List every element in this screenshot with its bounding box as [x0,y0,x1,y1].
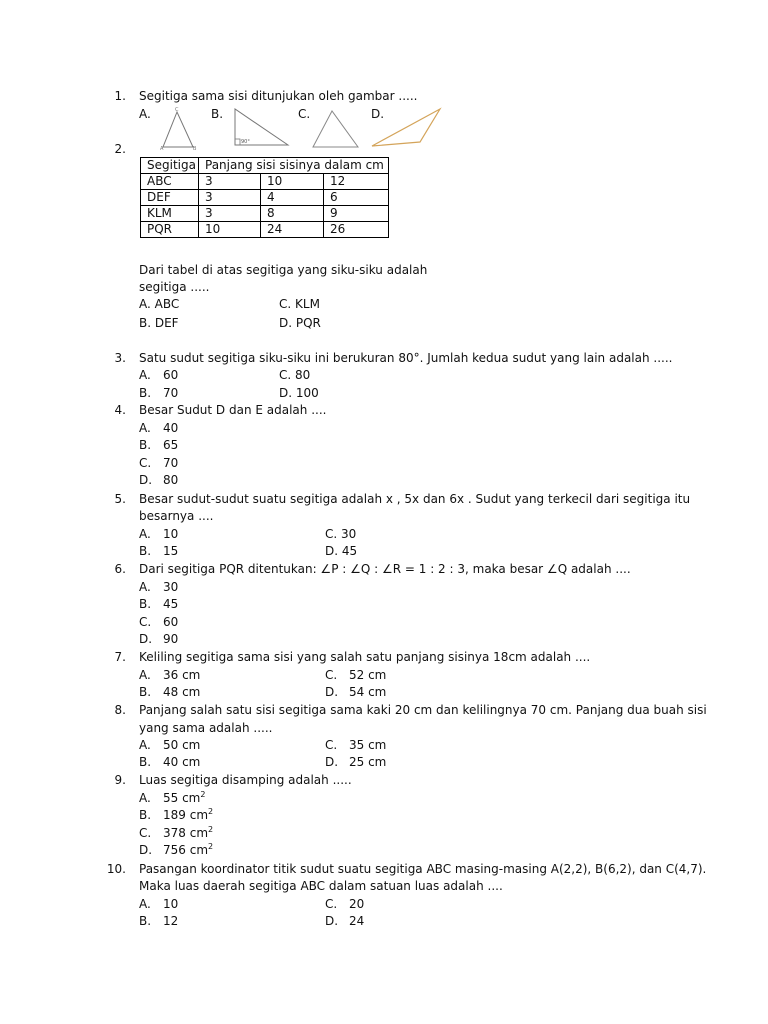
q1-vertex-label-b: B [193,146,197,152]
q4-text: Besar Sudut D dan E adalah .... [139,403,327,417]
q9-option-b: B. 189 $cm^2$ [139,807,214,822]
q5-option-d: D. 45 [325,544,358,558]
q1-figure-a-triangle [160,108,220,150]
q8-text-line1: Panjang salah satu sisi segitiga sama kaki 20 cm dan kelilingnya 70 cm. Panjang dua buah sisi [139,703,707,717]
table-cell: 12 [324,174,389,190]
table-cell: 3 [199,174,261,190]
q1-option-c: C. [298,107,311,121]
table-cell: 26 [324,222,389,238]
q5-option-c: C. 30 [325,527,357,541]
q1-figure-b-right-triangle [232,106,292,148]
q8-text-line2: yang sama adalah ..... [139,721,273,735]
table-header-cell: Segitiga [141,158,199,174]
q7-option-d: D. 54 cm [325,685,387,699]
q1-right-angle-label: 90° [241,139,250,145]
table-cell: 4 [261,190,324,206]
q3-number: 3. [114,351,126,365]
q1-option-b: B. [211,107,224,121]
q1-vertex-label-a: A [160,146,164,152]
q1-figure-d-triangle [370,106,450,148]
q7-option-b: B. 48 cm [139,685,201,699]
q10-option-b: B. 12 [139,914,179,928]
q1-vertex-label-c: C [175,107,179,113]
q2-option-d: D. PQR [279,316,321,330]
q8-option-b: B. 40 cm [139,755,201,769]
q5-text-line2: besarnya .... [139,509,214,523]
table-cell: 3 [199,190,261,206]
q9-option-d: D. 756 $cm^2$ [139,842,214,857]
q7-text: Keliling segitiga sama sisi yang salah satu panjang sisinya 18cm adalah .... [139,650,591,664]
q9-number: 9. [114,773,126,787]
table-row [141,190,389,206]
q3-text: Satu sudut segitiga siku-siku ini berukuran 80°. Jumlah kedua sudut yang lain adalah ..... [139,351,673,365]
q10-text-line1: Pasangan koordinator titik sudut suatu segitiga ABC masing-masing A(2,2), B(6,2), dan C(4,7). [139,862,707,876]
table-cell: 6 [324,190,389,206]
q9-text: Luas segitiga disamping adalah ..... [139,773,352,787]
q10-option-c: C. 20 [325,897,365,911]
q9-option-c: C. 378 $cm^2$ [139,825,214,840]
q2-number: 2. [114,142,126,156]
q1-option-a: A. [139,107,151,121]
q6-option-d: D. 90 [139,632,179,646]
table-row [141,174,389,190]
q5-text-line1: Besar sudut-sudut suatu segitiga adalah x , 5x dan 6x . Sudut yang terkecil dari segitiga itu [139,492,691,506]
q6-number: 6. [114,562,126,576]
q1-option-d: D. [371,107,385,121]
table-row [141,206,389,222]
q10-text-line2: Maka luas daerah segitiga ABC dalam satuan luas adalah .... [139,879,503,893]
q5-option-a: A. 10 [139,527,179,541]
table-cell: 3 [199,206,261,222]
q6-option-b: B. 45 [139,597,179,611]
q1-figure-c-triangle [312,108,362,150]
q2-option-c: C. KLM [279,297,320,311]
q3-option-c: C. 80 [279,368,311,382]
q3-option-b: B. 70 [139,386,179,400]
q9-option-a: A. 55 $cm^2$ [139,790,206,805]
q8-number: 8. [114,703,126,717]
q2-option-a: A. ABC [139,297,180,311]
q2-sides-table [140,157,389,238]
q7-option-c: C. 52 cm [325,668,387,682]
q10-number: 10. [106,862,126,876]
q4-number: 4. [114,403,126,417]
table-cell: ABC [141,174,199,190]
q4-option-b: B. 65 [139,438,179,452]
table-cell: 10 [199,222,261,238]
q10-option-d: D. 24 [325,914,365,928]
q7-option-a: A. 36 cm [139,668,201,682]
table-cell: 10 [261,174,324,190]
q3-option-a: A. 60 [139,368,179,382]
q4-option-a: A. 40 [139,421,179,435]
q2-text-line2: segitiga ..... [139,280,210,294]
q5-number: 5. [114,492,126,506]
table-cell: KLM [141,206,199,222]
table-row [141,222,389,238]
q5-option-b: B. 15 [139,544,179,558]
table-cell: PQR [141,222,199,238]
q6-text: Dari segitiga PQR ditentukan: ∠P : ∠Q : ∠R = 1 : 2 : 3, maka besar ∠Q adalah .... [139,562,631,576]
q8-option-c: C. 35 cm [325,738,387,752]
q1-number: 1. [114,89,126,103]
q2-text-line1: Dari tabel di atas segitiga yang siku-siku adalah [139,263,428,277]
q6-option-a: A. 30 [139,580,179,594]
q8-option-d: D. 25 cm [325,755,387,769]
table-cell: 9 [324,206,389,222]
q4-option-c: C. 70 [139,456,179,470]
q3-option-d: D. 100 [279,386,319,400]
table-cell: 8 [261,206,324,222]
q4-option-d: D. 80 [139,473,179,487]
q10-option-a: A. 10 [139,897,179,911]
table-cell: DEF [141,190,199,206]
table-header-cell: Panjang sisi sisinya dalam cm [199,158,389,174]
q2-option-b: B. DEF [139,316,179,330]
q1-text: Segitiga sama sisi ditunjukan oleh gambar ..... [139,89,418,103]
q8-option-a: A. 50 cm [139,738,201,752]
q6-option-c: C. 60 [139,615,179,629]
table-cell: 24 [261,222,324,238]
q7-number: 7. [114,650,126,664]
table-header-row [141,158,389,174]
